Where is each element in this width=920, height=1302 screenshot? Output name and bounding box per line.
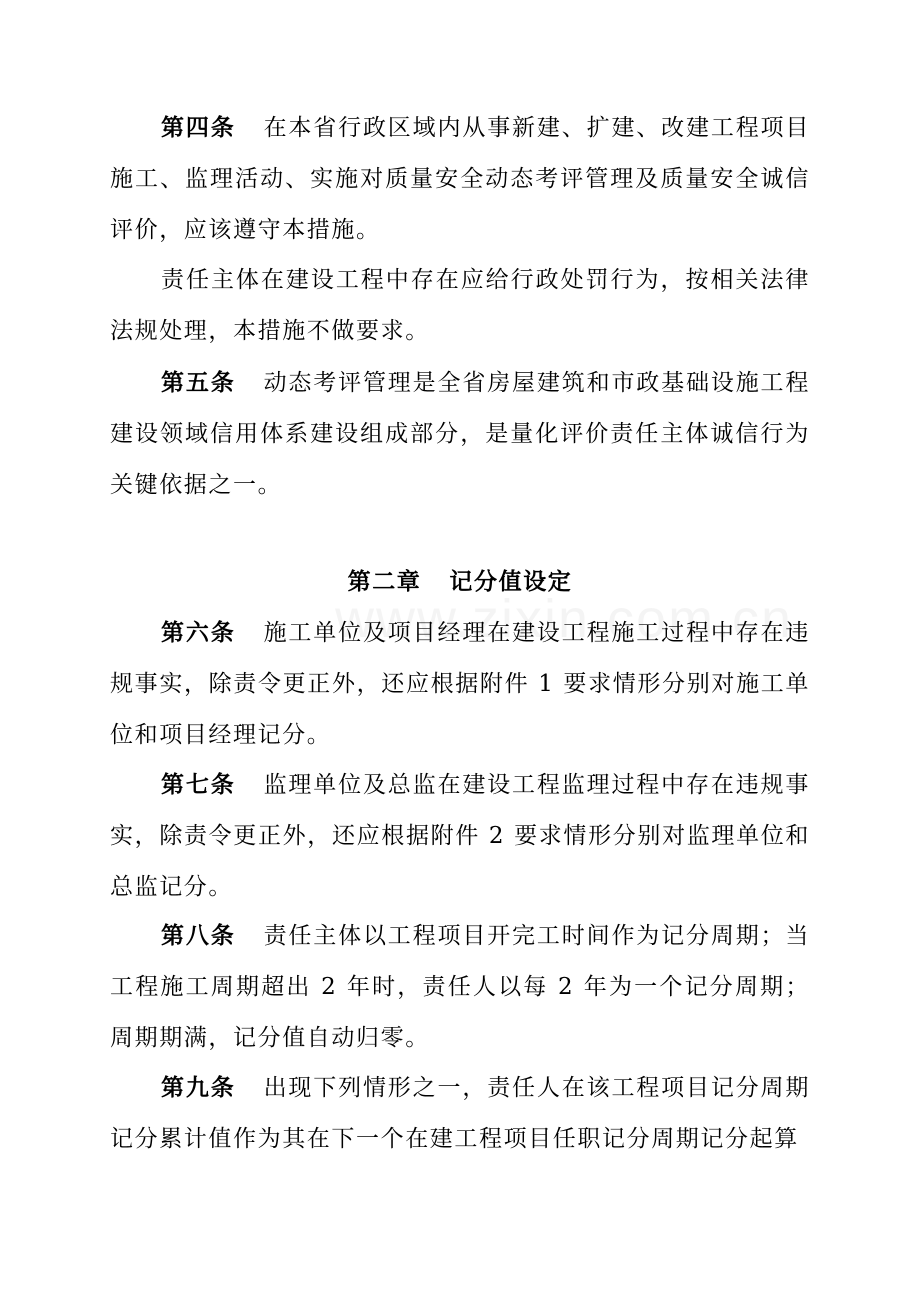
article-4-text: 在本省行政区域内从事新建、扩建、改建工程项目施工、监理活动、实施对质量安全动态考评管理及质量安全诚信评价，应该遵守本措施。 [110,115,810,243]
article-7-text: 监理单位及总监在建设工程监理过程中存在违规事实，除责令更正外，还应根据附件 2 要求情形分别对监理单位和总监记分。 [110,772,810,900]
liability-text: 责任主体在建设工程中存在应给行政处罚行为，按相关法律法规处理，本措施不做要求。 [110,267,810,344]
article-5-text: 动态考评管理是全省房屋建筑和市政基础设施工程建设领域信用体系建设组成部分，是量化评价责任主体诚信行为关键依据之一。 [110,370,810,498]
article-6-label: 第六条 [161,619,236,646]
article-9-paragraph [110,1062,810,1165]
article-5-paragraph [110,357,810,511]
article-6-paragraph [110,607,810,761]
article-4-label: 第四条 [161,114,236,141]
article-8-paragraph [110,910,810,1064]
article-8-label: 第八条 [161,922,236,949]
liability-paragraph [110,255,810,357]
article-7-label: 第七条 [161,771,236,798]
chapter-number: 第二章 [347,568,422,595]
article-8-text: 责任主体以工程项目开完工时间作为记分周期；当工程施工周期超出 2 年时，责任人以每 2 年为一个记分周期；周期期满，记分值自动归零。 [110,923,810,1051]
article-9-label: 第九条 [161,1074,236,1101]
article-5-label: 第五条 [161,369,236,396]
article-9-text: 出现下列情形之一，责任人在该工程项目记分周期记分累计值作为其在下一个在建工程项目任职记分周期记分起算 [110,1075,810,1152]
chapter-title: 记分值设定 [449,568,573,595]
chapter-heading [110,556,810,607]
article-7-paragraph [110,759,810,913]
article-6-text: 施工单位及项目经理在建设工程施工过程中存在违规事实，除责令更正外，还应根据附件 1 要求情形分别对施工单位和项目经理记分。 [110,620,810,748]
article-4-paragraph [110,102,810,256]
